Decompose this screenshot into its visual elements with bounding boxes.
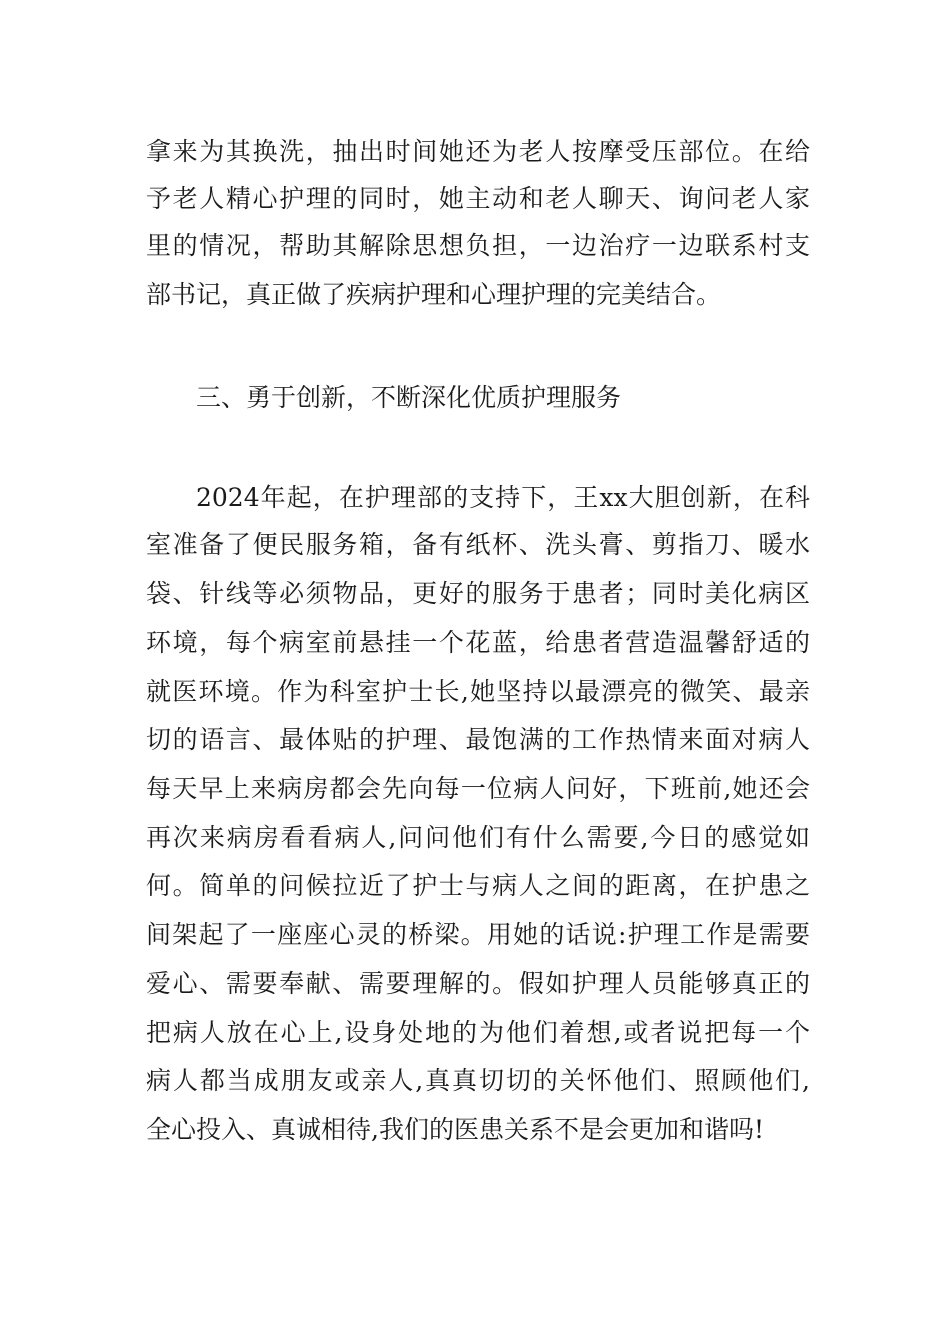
text-line: 拿来为其换洗，抽出时间她还为老人按摩受压部位。在给 [146, 137, 810, 166]
text-line: 里的情况，帮助其解除思想负担，一边治疗一边联系村支 [146, 231, 810, 260]
text-line: 予老人精心护理的同时，她主动和老人聊天、询问老人家 [146, 184, 810, 213]
section-heading: 三、勇于创新，不断深化优质护理服务 [196, 383, 622, 412]
text-line: 全心投入、真诚相待,我们的医患关系不是会更加和谐吗! [146, 1115, 764, 1144]
text-line: 每天早上来病房都会先向每一位病人问好，下班前,她还会 [146, 774, 810, 803]
text-line: 室准备了便民服务箱，备有纸杯、洗头膏、剪指刀、暖水 [146, 530, 810, 559]
text-line: 就医环境。作为科室护士长,她坚持以最漂亮的微笑、最亲 [146, 677, 810, 706]
text-line: 间架起了一座座心灵的桥梁。用她的话说:护理工作是需要 [146, 920, 810, 949]
text-line: 2024年起，在护理部的支持下，王xx大胆创新，在科 [196, 483, 810, 512]
text-line: 何。简单的问候拉近了护士与病人之间的距离，在护患之 [146, 871, 810, 900]
text-line: 袋、针线等必须物品，更好的服务于患者；同时美化病区 [146, 579, 810, 608]
text-line: 部书记，真正做了疾病护理和心理护理的完美结合。 [146, 280, 722, 309]
text-line: 病人都当成朋友或亲人,真真切切的关怀他们、照顾他们, [146, 1066, 810, 1095]
text-line: 爱心、需要奉献、需要理解的。假如护理人员能够真正的 [146, 969, 810, 998]
text-line: 把病人放在心上,设身处地的为他们着想,或者说把每一个 [146, 1018, 810, 1047]
text-line: 环境，每个病室前悬挂一个花蓝，给患者营造温馨舒适的 [146, 628, 810, 657]
text-line: 再次来病房看看病人,问问他们有什么需要,今日的感觉如 [146, 823, 810, 852]
text-line: 切的语言、最体贴的护理、最饱满的工作热情来面对病人 [146, 725, 810, 754]
